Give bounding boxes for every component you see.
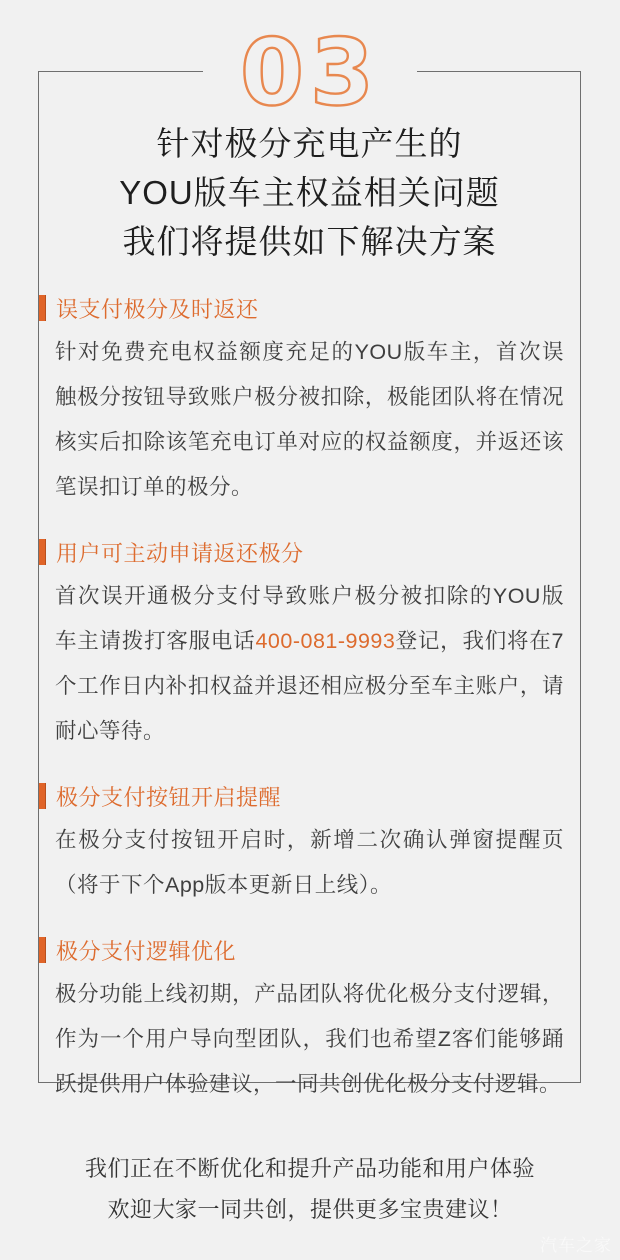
sections-container	[39, 293, 580, 1107]
footer-line-1: 我们正在不断优化和提升产品功能和用户体验	[84, 1156, 535, 1181]
section-heading-row	[39, 293, 564, 323]
section-body-text: 在极分支付按钮开启时，新增二次确认弹窗提醒页（将于下个App版本更新日上线）。	[55, 828, 564, 897]
page-title	[39, 119, 580, 266]
section-heading-row	[39, 935, 564, 965]
orange-bar-icon	[39, 539, 46, 565]
section-user-apply-refund	[55, 537, 564, 754]
section-mistaken-payment-refund	[55, 293, 564, 510]
section-heading-label: 用户可主动申请返还极分	[56, 540, 304, 566]
section-body-text	[55, 574, 564, 754]
orange-bar-icon	[39, 295, 46, 321]
outlined-number-03	[219, 23, 401, 121]
body-text-after-phone: 登记，我们将在7个工作日内补扣权益并退还相应极分至车主账户，请耐心等待。	[55, 629, 564, 743]
orange-bar-icon	[39, 937, 46, 963]
section-payment-logic-optimization	[55, 935, 564, 1107]
watermark-autohome: 汽车之家	[540, 1236, 612, 1255]
section-body-text: 极分功能上线初期，产品团队将优化极分支付逻辑，作为一个用户导向型团队，我们也希望Z客们能够踊跃提供用户体验建议，一同共创优化极分支付逻辑。	[55, 982, 564, 1096]
footer-line-2: 欢迎大家一同共创，提供更多宝贵建议！	[107, 1197, 513, 1222]
section-heading-label: 极分支付逻辑优化	[56, 938, 237, 964]
orange-bar-icon	[39, 783, 46, 809]
badge-number-text: 03	[239, 23, 380, 121]
body-text-before-phone: 首次误开通极分支付导致账户极分被扣除的YOU版车主请拨打客服电话	[55, 584, 564, 653]
customer-service-phone-number: 400-081-9993	[255, 629, 396, 653]
title-line-2: YOU版车主权益相关问题	[119, 174, 500, 211]
content-box	[38, 23, 581, 1096]
footer-note	[0, 1148, 620, 1230]
section-heading-row	[39, 781, 564, 811]
section-payment-toggle-reminder	[55, 781, 564, 908]
title-line-3: 我们将提供如下解决方案	[122, 223, 497, 260]
section-body-text: 针对免费充电权益额度充足的YOU版车主，首次误触极分按钮导致账户极分被扣除，极能团队将在情况核实后扣除该笔充电订单对应的权益额度，并返还该笔误扣订单的极分。	[55, 340, 564, 499]
section-heading-label: 误支付极分及时返还	[56, 296, 259, 322]
title-line-1: 针对极分充电产生的	[156, 125, 463, 162]
section-number-badge	[203, 23, 417, 121]
section-heading-row	[39, 537, 564, 567]
section-heading-label: 极分支付按钮开启提醒	[56, 784, 282, 810]
